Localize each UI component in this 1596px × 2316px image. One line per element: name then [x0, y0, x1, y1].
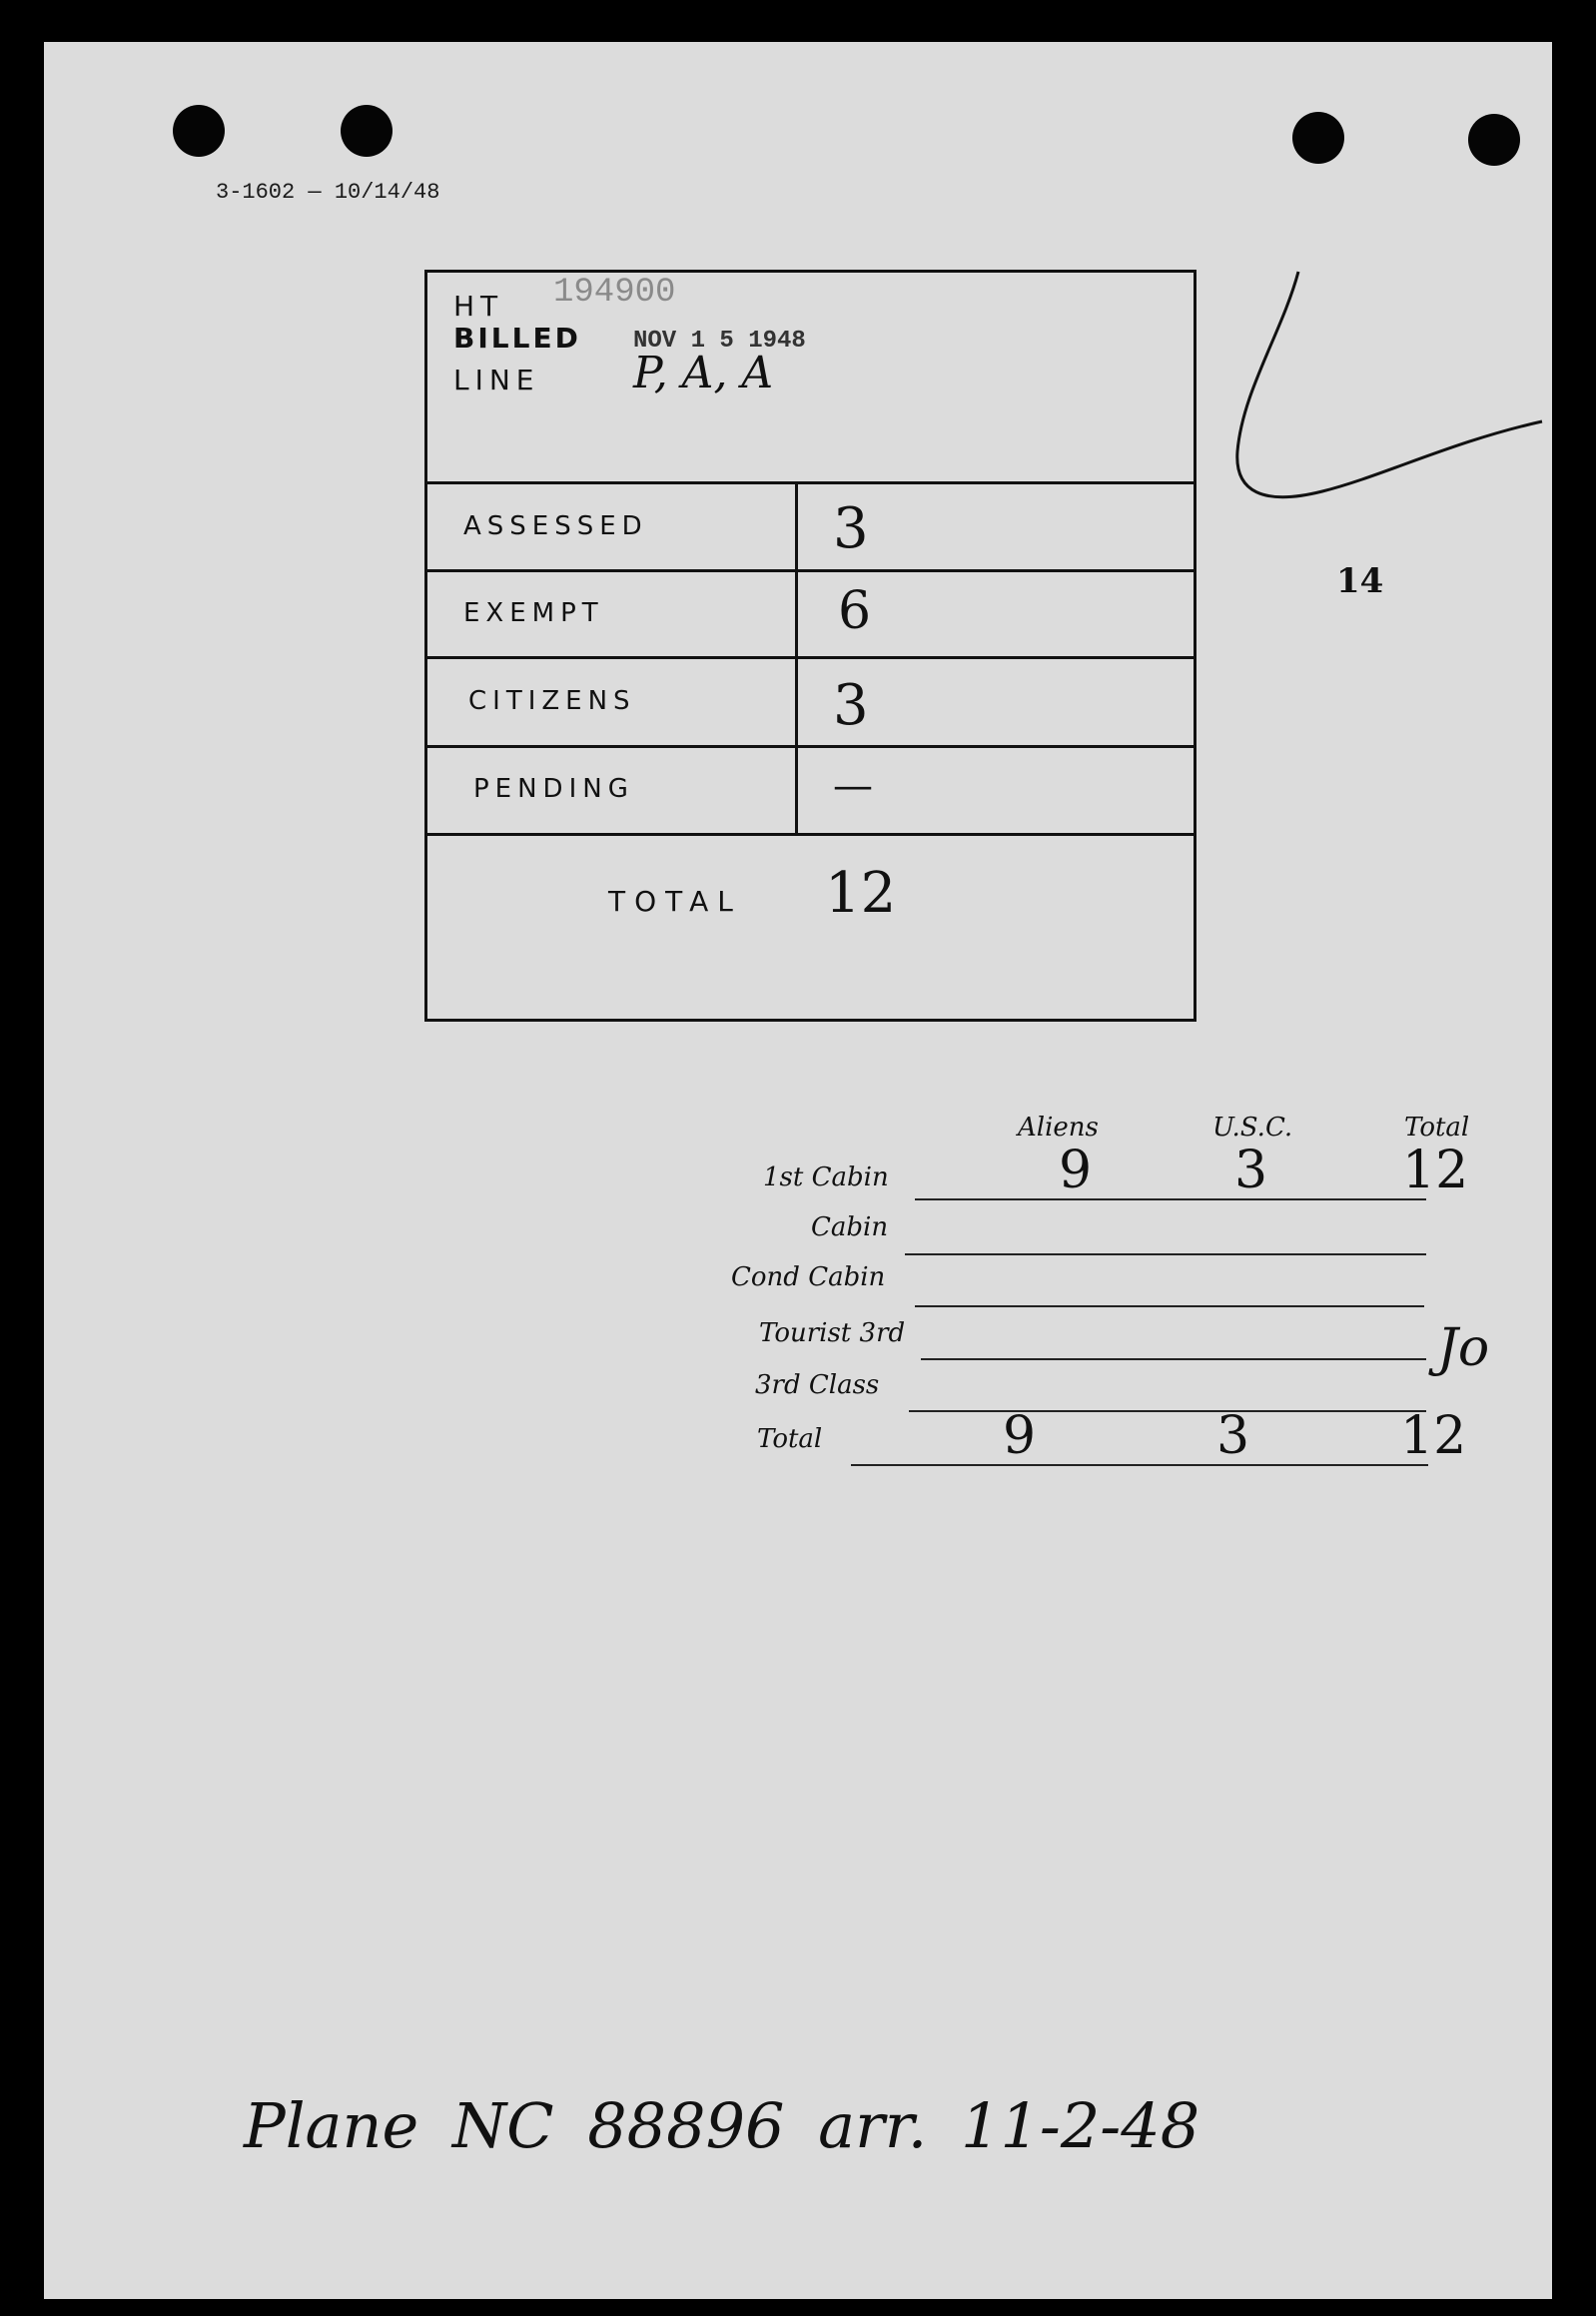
row-label-cond-cabin: Cond Cabin: [731, 1262, 886, 1292]
row-label-1st-cabin: 1st Cabin: [763, 1162, 889, 1192]
summary-value-citizens: 3: [833, 673, 869, 738]
document-reference: 3-1602 — 10/14/48: [216, 180, 440, 205]
ht-number: 194900: [553, 274, 676, 312]
column-divider: [795, 481, 798, 833]
summary-label-exempt: EXEMPT: [463, 598, 604, 628]
divider: [424, 656, 1197, 659]
cell-total-usc: 3: [1216, 1406, 1250, 1466]
total-value: 12: [825, 861, 897, 926]
billed-date: NOV 1 5 1948: [633, 328, 806, 355]
plane-arrival-note: Plane NC 88896 arr. 11-2-48: [244, 2089, 1200, 2162]
billed-label: BILLED: [453, 322, 581, 355]
divider: [424, 569, 1197, 572]
summary-value-pending: —: [833, 763, 873, 809]
cell-1st-cabin-aliens: 9: [1059, 1141, 1093, 1200]
cell-1st-cabin-total: 12: [1402, 1141, 1469, 1200]
divider: [424, 833, 1197, 836]
stamp-box: [424, 270, 1197, 1022]
page-number: 14: [1336, 561, 1384, 601]
punch-hole-left-2: [341, 105, 393, 157]
divider: [424, 745, 1197, 748]
cell-total-aliens: 9: [1003, 1406, 1037, 1466]
column-header-usc: U.S.C.: [1212, 1113, 1293, 1143]
summary-value-assessed: 3: [833, 496, 869, 561]
summary-label-pending: PENDING: [473, 774, 634, 804]
punch-hole-left-1: [173, 105, 225, 157]
row-line: [915, 1198, 1426, 1200]
row-label-3rd-class: 3rd Class: [755, 1370, 880, 1400]
divider: [424, 481, 1197, 484]
check-mark-icon: [1202, 222, 1552, 561]
cell-1st-cabin-usc: 3: [1234, 1141, 1268, 1200]
row-line: [909, 1410, 1426, 1412]
row-line: [905, 1253, 1426, 1255]
summary-label-citizens: CITIZENS: [468, 686, 636, 716]
row-label-tourist-3rd: Tourist 3rd: [759, 1318, 906, 1348]
row-line: [921, 1358, 1426, 1360]
line-value: P, A, A: [633, 348, 774, 398]
column-header-aliens: Aliens: [1018, 1113, 1099, 1143]
initials-signature: Jo: [1437, 1318, 1490, 1378]
punch-hole-right-1: [1292, 112, 1344, 164]
row-line: [851, 1464, 1428, 1466]
cell-total-total: 12: [1400, 1406, 1467, 1466]
document-sheet: [44, 42, 1552, 2299]
line-label: LINE: [453, 364, 540, 396]
row-label-cabin: Cabin: [811, 1212, 889, 1242]
row-line: [915, 1305, 1424, 1307]
summary-value-exempt: 6: [838, 581, 872, 641]
summary-label-assessed: ASSESSED: [463, 511, 648, 541]
column-header-total: Total: [1404, 1113, 1470, 1143]
ht-label: HT: [453, 290, 504, 323]
row-label-total: Total: [757, 1424, 823, 1454]
punch-hole-right-2: [1468, 114, 1520, 166]
total-label: TOTAL: [608, 885, 742, 918]
